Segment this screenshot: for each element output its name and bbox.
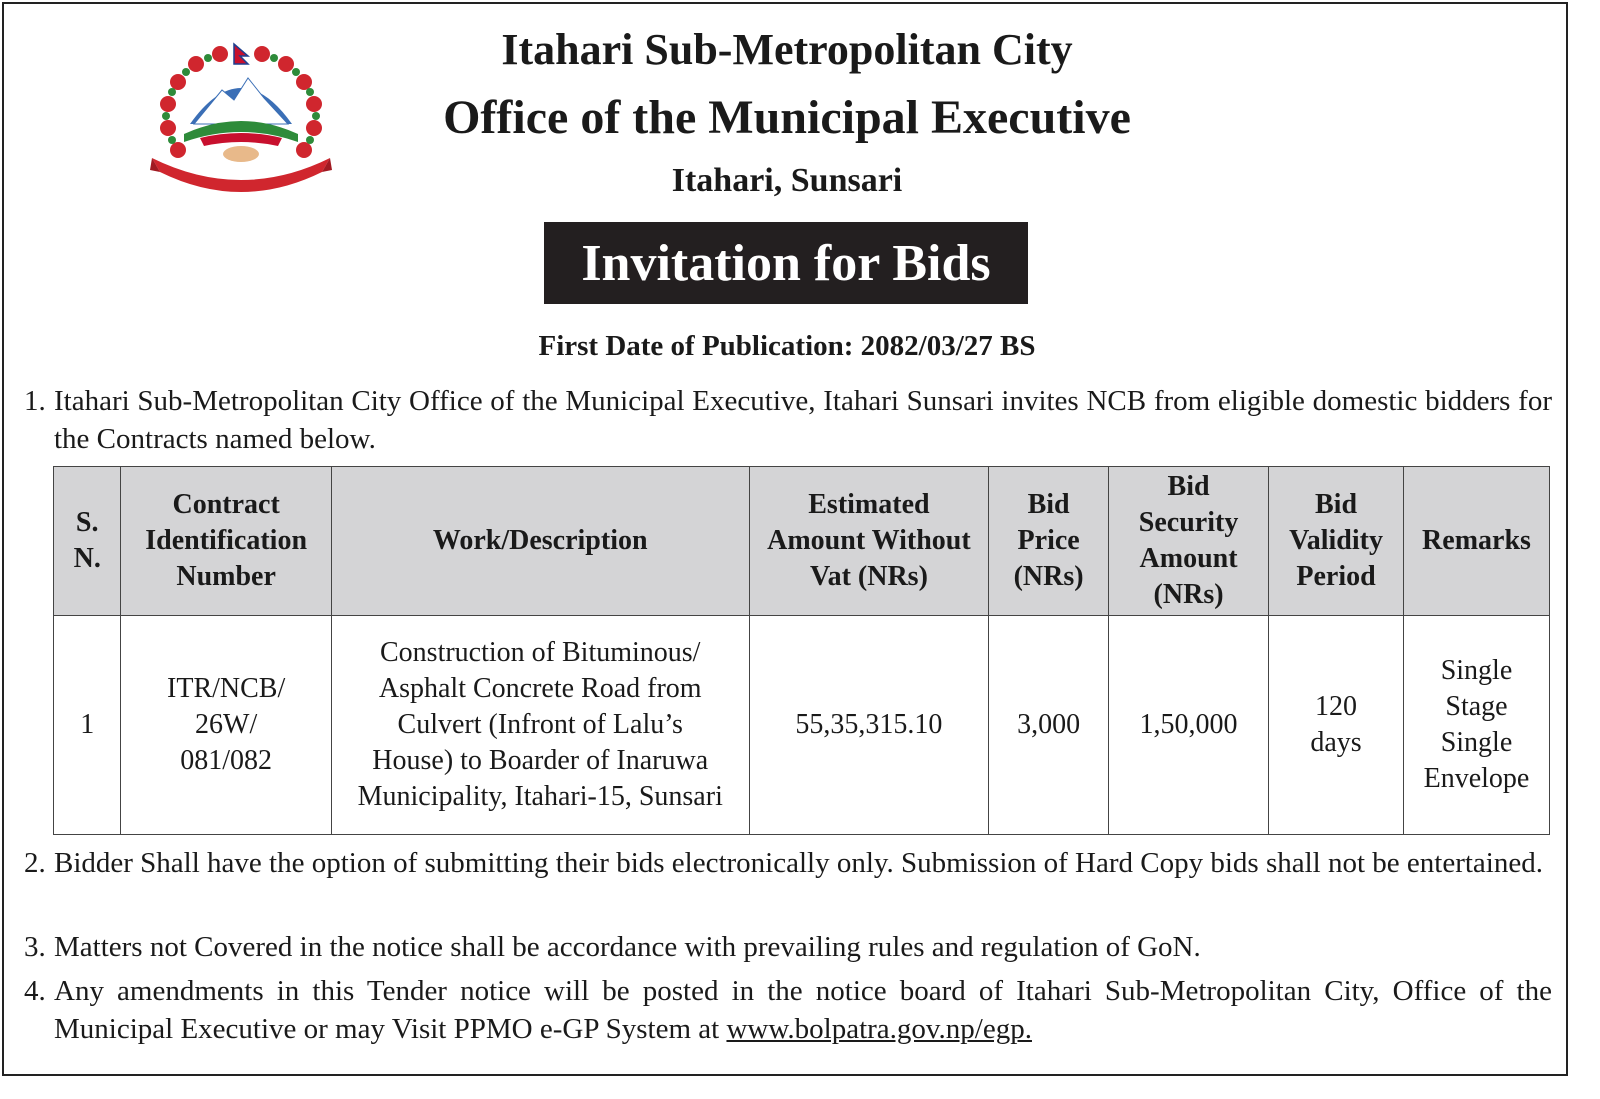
cell-contract-id: ITR/NCB/ 26W/ 081/082 xyxy=(121,616,331,835)
cell-estimated-amount: 55,35,315.10 xyxy=(749,616,989,835)
header-validity: Bid Validity Period xyxy=(1269,467,1404,616)
table-row xyxy=(54,616,1550,835)
point-text: Matters not Covered in the notice shall be accordance with prevailing rules and regulation of GoN. xyxy=(54,931,1201,963)
header-estimated-amount: Estimated Amount Without Vat (NRs) xyxy=(749,467,989,616)
point-2 xyxy=(24,844,1552,882)
egp-link[interactable]: www.bolpatra.gov.np/egp. xyxy=(726,1013,1032,1045)
point-number: 2. xyxy=(24,847,46,879)
header-sn: S. N. xyxy=(54,467,121,616)
cell-validity: 120 days xyxy=(1269,616,1404,835)
point-number: 1. xyxy=(24,385,46,417)
office-name: Office of the Municipal Executive xyxy=(443,91,1131,144)
point-1 xyxy=(24,382,1552,458)
notice-title: Invitation for Bids xyxy=(544,222,1028,304)
contracts-table xyxy=(53,466,1550,835)
notice-page xyxy=(2,2,1568,1076)
table-header-row xyxy=(54,467,1550,616)
point-text: Itahari Sub-Metropolitan City Office of the Municipal Executive, Itahari Sunsari invites NCB from eligible domestic bidders for the Contracts named below. xyxy=(54,385,1552,455)
cell-bid-security: 1,50,000 xyxy=(1109,616,1269,835)
header-remarks: Remarks xyxy=(1403,467,1549,616)
point-4 xyxy=(24,972,1552,1048)
point-text-body: Any amendments in this Tender notice will be posted in the notice board of Itahari Sub-Metropolitan City, Office of the Municipal Executive or may Visit PPMO e-GP System at xyxy=(54,975,1552,1045)
point-number: 3. xyxy=(24,931,46,963)
cell-sn: 1 xyxy=(54,616,121,835)
cell-bid-price: 3,000 xyxy=(989,616,1109,835)
point-number: 4. xyxy=(24,975,46,1007)
city-name: Itahari Sub-Metropolitan City xyxy=(501,25,1073,74)
header-contract-id: Contract Identification Number xyxy=(121,467,331,616)
cell-description: Construction of Bituminous/ Asphalt Concrete Road from Culvert (Infront of Lalu’s House) to Boarder of Inaruwa Municipality, Itahari-15, Sunsari xyxy=(331,616,749,835)
header-bid-security: Bid Security Amount (NRs) xyxy=(1109,467,1269,616)
header-description: Work/Description xyxy=(331,467,749,616)
office-location: Itahari, Sunsari xyxy=(671,162,903,199)
point-text: Bidder Shall have the option of submitting their bids electronically only. Submission of Hard Copy bids shall not be entertained. xyxy=(54,847,1543,879)
header-bid-price: Bid Price (NRs) xyxy=(989,467,1109,616)
point-text xyxy=(54,972,1552,1048)
cell-remarks: Single Stage Single Envelope xyxy=(1403,616,1549,835)
point-3 xyxy=(24,928,1552,966)
publication-date: First Date of Publication: 2082/03/27 BS xyxy=(538,330,1036,362)
